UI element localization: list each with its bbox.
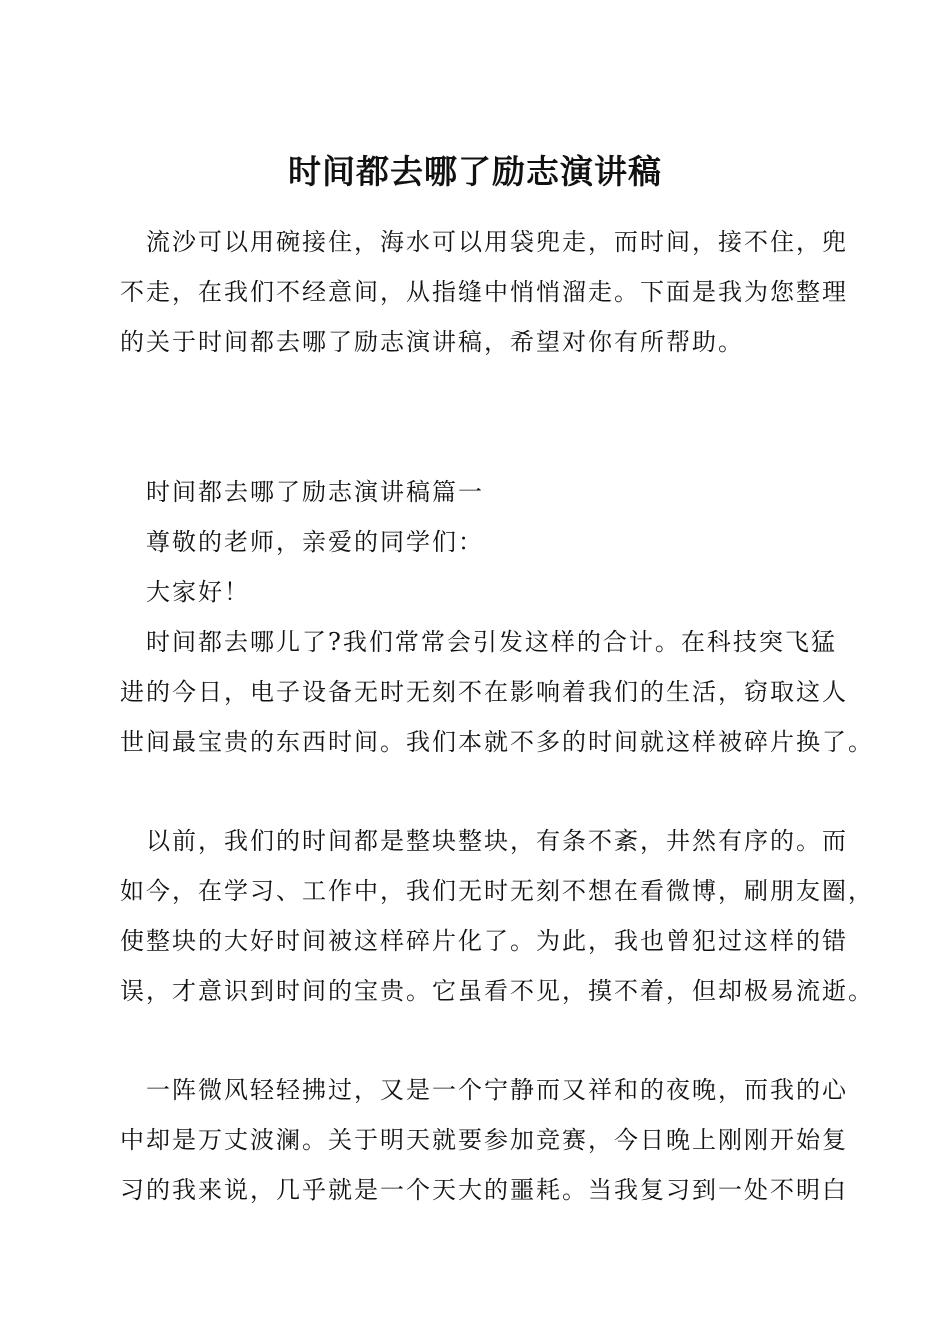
- paragraph-2-line-3: 使整块的大好时间被这样碎片化了。为此，我也曾犯过这样的错: [120, 927, 848, 955]
- paragraph-2-line-4: 误，才意识到时间的宝贵。它虽看不见，摸不着，但却极易流逝。: [120, 977, 874, 1005]
- paragraph-2-line-1: 以前，我们的时间都是整块整块，有条不紊，井然有序的。而: [146, 827, 848, 855]
- paragraph-3-line-1: 一阵微风轻轻拂过，又是一个宁静而又祥和的夜晚，而我的心: [146, 1076, 848, 1104]
- greeting: 大家好！: [146, 578, 250, 606]
- paragraph-1-line-1: 时间都去哪儿了?我们常常会引发这样的合计。在科技突飞猛: [146, 628, 837, 656]
- paragraph-1-line-2: 进的今日，电子设备无时无刻不在影响着我们的生活，窃取这人: [120, 678, 848, 706]
- paragraph-1-line-3: 世间最宝贵的东西时间。我们本就不多的时间就这样被碎片换了。: [120, 728, 874, 756]
- salutation: 尊敬的老师，亲爱的同学们：: [146, 528, 484, 556]
- intro-line-2: 不走，在我们不经意间，从指缝中悄悄溜走。下面是我为您整理: [120, 278, 848, 306]
- paragraph-3-line-2: 中却是万丈波澜。关于明天就要参加竞赛，今日晚上刚刚开始复: [120, 1126, 848, 1154]
- intro-line-3: 的关于时间都去哪了励志演讲稿，希望对你有所帮助。: [120, 328, 744, 356]
- paragraph-2-line-2: 如今，在学习、工作中，我们无时无刻不想在看微博，刷朋友圈，: [120, 877, 874, 905]
- paragraph-3-line-3: 习的我来说，几乎就是一个天大的噩耗。当我复习到一处不明白: [120, 1176, 848, 1204]
- document-title: 时间都去哪了励志演讲稿: [288, 152, 662, 191]
- section-heading: 时间都去哪了励志演讲稿篇一: [146, 478, 484, 506]
- intro-line-1: 流沙可以用碗接住，海水可以用袋兜走，而时间，接不住，兜: [146, 228, 848, 256]
